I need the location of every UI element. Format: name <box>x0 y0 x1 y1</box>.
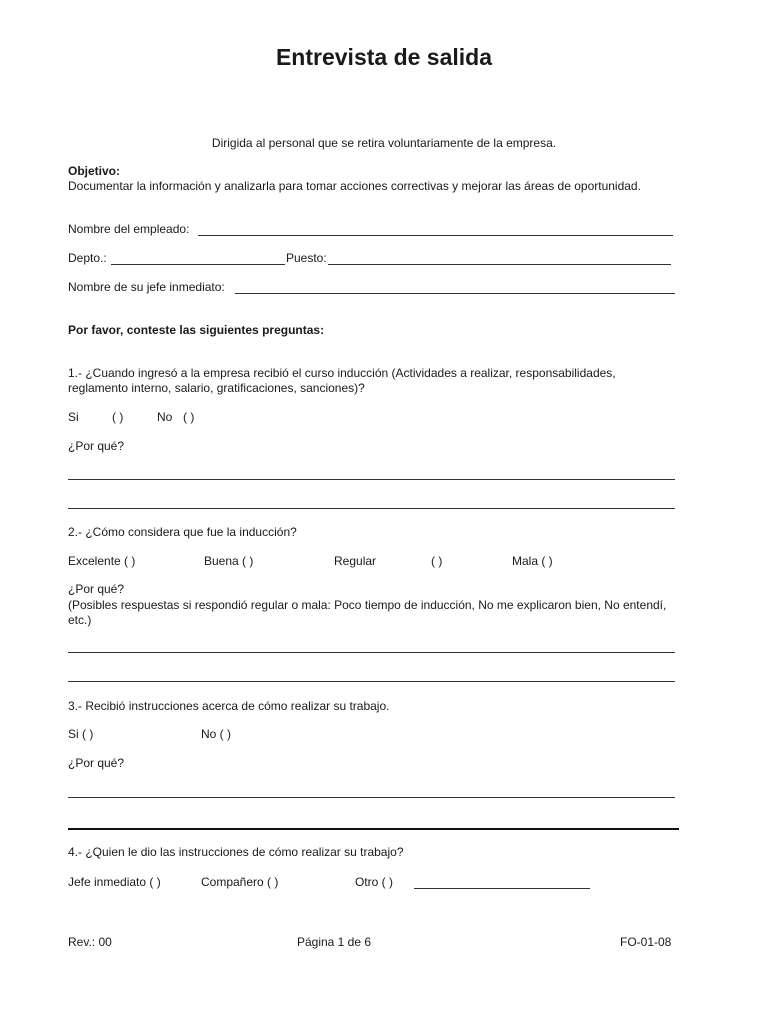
q1-yes-checkbox[interactable]: ( ) <box>112 410 124 424</box>
footer-page-number: Página 1 de 6 <box>296 935 372 949</box>
section-divider <box>68 828 679 830</box>
position-line[interactable] <box>328 264 671 265</box>
footer-revision: Rev.: 00 <box>68 935 112 949</box>
q4-option-companero[interactable]: Compañero ( ) <box>201 875 279 889</box>
objective-text: Documentar la información y analizarla para tomar acciones correctivas y mejorar las áreas de oportunidad. <box>68 179 641 193</box>
objective-label: Objetivo: <box>68 164 121 178</box>
q4-other-line[interactable] <box>414 888 590 889</box>
q4-option-otro[interactable]: Otro ( ) <box>355 875 393 889</box>
question-1: 1.- ¿Cuando ingresó a la empresa recibió el curso inducción (Actividades a realizar, responsabilidades, reglamento interno, salario, gratificaciones, sanciones)? <box>68 366 616 395</box>
q2-answer-line[interactable] <box>68 681 675 682</box>
q2-option-mala[interactable]: Mala ( ) <box>512 554 553 568</box>
subtitle: Dirigida al personal que se retira voluntariamente de la empresa. <box>211 136 557 150</box>
manager-name-label: Nombre de su jefe inmediato: <box>68 280 225 294</box>
q1-yes-label: Si <box>68 410 79 424</box>
q3-answer-line[interactable] <box>68 797 675 798</box>
manager-name-line[interactable] <box>235 293 675 294</box>
department-label: Depto.: <box>68 251 107 265</box>
page-title: Entrevista de salida <box>275 44 493 70</box>
q1-no-checkbox[interactable]: ( ) <box>183 410 195 424</box>
q1-no-label: No <box>157 410 173 424</box>
q2-option-regular[interactable]: Regular <box>334 554 377 568</box>
q2-option-excelente[interactable]: Excelente ( ) <box>68 554 136 568</box>
q1-why-label: ¿Por qué? <box>68 439 125 453</box>
department-line[interactable] <box>111 264 285 265</box>
footer-form-code: FO-01-08 <box>620 935 672 949</box>
question-2: 2.- ¿Cómo considera que fue la inducción? <box>68 525 297 539</box>
instructions: Por favor, conteste las siguientes preguntas: <box>68 323 325 337</box>
position-label: Puesto: <box>286 251 327 265</box>
q3-yes-option[interactable]: Si ( ) <box>68 727 94 741</box>
q2-answer-line[interactable] <box>68 652 675 653</box>
q3-why-label: ¿Por qué? <box>68 756 125 770</box>
q3-no-option[interactable]: No ( ) <box>201 727 231 741</box>
question-3: 3.- Recibió instrucciones acerca de cómo realizar su trabajo. <box>68 699 390 713</box>
q2-option-buena[interactable]: Buena ( ) <box>204 554 254 568</box>
employee-name-label: Nombre del empleado: <box>68 222 190 236</box>
q2-option-regular-checkbox[interactable]: ( ) <box>431 554 443 568</box>
employee-name-line[interactable] <box>198 235 673 236</box>
question-4: 4.- ¿Quien le dio las instrucciones de cómo realizar su trabajo? <box>68 845 404 859</box>
q1-answer-line[interactable] <box>68 479 675 480</box>
q2-why-label: ¿Por qué? <box>68 582 125 596</box>
q4-option-jefe[interactable]: Jefe inmediato ( ) <box>68 875 161 889</box>
q2-hint: (Posibles respuestas si respondió regular o mala: Poco tiempo de inducción, No me explicaron bien, No entendí, etc.) <box>68 598 667 627</box>
q1-answer-line[interactable] <box>68 508 675 509</box>
